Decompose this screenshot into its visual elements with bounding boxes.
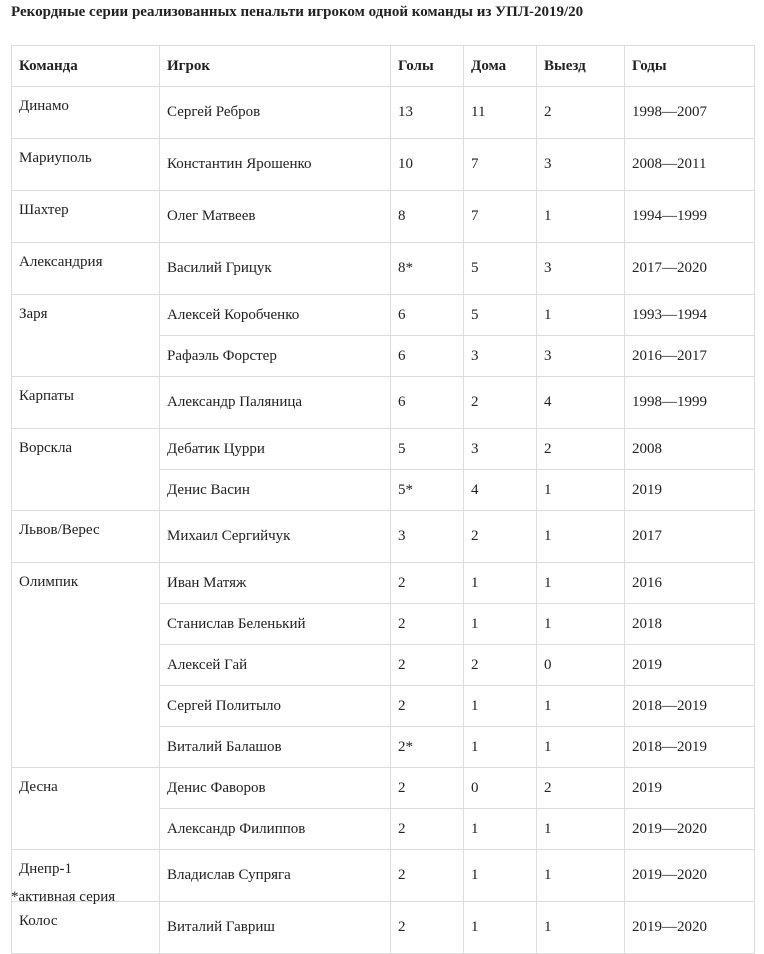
table-row [12, 243, 755, 295]
goals-cell: 6 [391, 336, 464, 377]
table-row [12, 139, 755, 191]
team-cell: Колос [12, 902, 160, 954]
away-goals-cell: 1 [537, 295, 625, 336]
away-goals-cell: 1 [537, 604, 625, 645]
player-cell: Денис Фаворов [160, 768, 391, 809]
player-cell: Олег Матвеев [160, 191, 391, 243]
records-table [11, 45, 755, 954]
player-cell: Алексей Коробченко [160, 295, 391, 336]
years-cell: 2019—2020 [625, 850, 755, 902]
player-cell: Владислав Супряга [160, 850, 391, 902]
away-goals-cell: 2 [537, 768, 625, 809]
goals-cell: 3 [391, 511, 464, 563]
home-goals-cell: 3 [464, 429, 537, 470]
home-goals-cell: 2 [464, 377, 537, 429]
table-row [12, 429, 755, 470]
goals-cell: 2 [391, 809, 464, 850]
player-cell: Сергей Ребров [160, 87, 391, 139]
team-cell: Олимпик [12, 563, 160, 768]
table-header-row [12, 46, 755, 87]
goals-cell: 10 [391, 139, 464, 191]
away-goals-cell: 1 [537, 511, 625, 563]
home-goals-cell: 1 [464, 686, 537, 727]
home-goals-cell: 1 [464, 850, 537, 902]
player-cell: Виталий Гавриш [160, 902, 391, 954]
years-cell: 1998—2007 [625, 87, 755, 139]
away-goals-cell: 1 [537, 686, 625, 727]
team-cell: Динамо [12, 87, 160, 139]
player-cell: Виталий Балашов [160, 727, 391, 768]
header-player: Игрок [160, 46, 391, 87]
years-cell: 2016 [625, 563, 755, 604]
player-cell: Рафаэль Форстер [160, 336, 391, 377]
away-goals-cell: 0 [537, 645, 625, 686]
home-goals-cell: 1 [464, 563, 537, 604]
goals-cell: 6 [391, 377, 464, 429]
home-goals-cell: 7 [464, 139, 537, 191]
goals-cell: 2 [391, 902, 464, 954]
years-cell: 2019 [625, 645, 755, 686]
table-body [12, 87, 755, 954]
player-cell: Денис Васин [160, 470, 391, 511]
away-goals-cell: 1 [537, 809, 625, 850]
player-cell: Александр Паляница [160, 377, 391, 429]
table-row [12, 511, 755, 563]
away-goals-cell: 1 [537, 727, 625, 768]
goals-cell: 8* [391, 243, 464, 295]
away-goals-cell: 3 [537, 243, 625, 295]
away-goals-cell: 1 [537, 850, 625, 902]
goals-cell: 2 [391, 645, 464, 686]
years-cell: 2018—2019 [625, 686, 755, 727]
home-goals-cell: 2 [464, 645, 537, 686]
years-cell: 2018—2019 [625, 727, 755, 768]
away-goals-cell: 2 [537, 87, 625, 139]
away-goals-cell: 3 [537, 139, 625, 191]
goals-cell: 5* [391, 470, 464, 511]
away-goals-cell: 1 [537, 470, 625, 511]
player-cell: Станислав Беленький [160, 604, 391, 645]
header-away: Выезд [537, 46, 625, 87]
years-cell: 2016—2017 [625, 336, 755, 377]
away-goals-cell: 1 [537, 563, 625, 604]
table-row [12, 191, 755, 243]
years-cell: 2019 [625, 470, 755, 511]
home-goals-cell: 1 [464, 727, 537, 768]
team-cell: Десна [12, 768, 160, 850]
player-cell: Константин Ярошенко [160, 139, 391, 191]
header-home: Дома [464, 46, 537, 87]
table-row [12, 902, 755, 954]
away-goals-cell: 2 [537, 429, 625, 470]
home-goals-cell: 2 [464, 511, 537, 563]
team-cell: Заря [12, 295, 160, 377]
table-row [12, 87, 755, 139]
page-title: Рекордные серии реализованных пенальти игроком одной команды из УПЛ-2019/20 [11, 4, 584, 20]
team-cell: Шахтер [12, 191, 160, 243]
player-cell: Иван Матяж [160, 563, 391, 604]
away-goals-cell: 4 [537, 377, 625, 429]
home-goals-cell: 5 [464, 243, 537, 295]
goals-cell: 5 [391, 429, 464, 470]
home-goals-cell: 3 [464, 336, 537, 377]
goals-cell: 2 [391, 850, 464, 902]
team-cell: Карпаты [12, 377, 160, 429]
footnote: *активная серия [11, 889, 116, 905]
team-cell: Львов/Верес [12, 511, 160, 563]
goals-cell: 2* [391, 727, 464, 768]
home-goals-cell: 4 [464, 470, 537, 511]
header-team: Команда [12, 46, 160, 87]
team-cell: Мариуполь [12, 139, 160, 191]
goals-cell: 2 [391, 686, 464, 727]
table-row [12, 768, 755, 809]
home-goals-cell: 1 [464, 604, 537, 645]
years-cell: 2018 [625, 604, 755, 645]
years-cell: 2019 [625, 768, 755, 809]
home-goals-cell: 0 [464, 768, 537, 809]
away-goals-cell: 3 [537, 336, 625, 377]
years-cell: 2019—2020 [625, 902, 755, 954]
header-years: Годы [625, 46, 755, 87]
home-goals-cell: 11 [464, 87, 537, 139]
home-goals-cell: 1 [464, 809, 537, 850]
years-cell: 1994—1999 [625, 191, 755, 243]
player-cell: Василий Грицук [160, 243, 391, 295]
goals-cell: 8 [391, 191, 464, 243]
years-cell: 1993—1994 [625, 295, 755, 336]
away-goals-cell: 1 [537, 902, 625, 954]
team-cell: Ворскла [12, 429, 160, 511]
years-cell: 2017—2020 [625, 243, 755, 295]
goals-cell: 2 [391, 604, 464, 645]
table-row [12, 850, 755, 902]
team-cell: Днепр-1 [12, 850, 160, 902]
player-cell: Дебатик Цурри [160, 429, 391, 470]
team-cell: Александрия [12, 243, 160, 295]
table-row [12, 295, 755, 336]
goals-cell: 6 [391, 295, 464, 336]
player-cell: Михаил Сергийчук [160, 511, 391, 563]
header-goals: Голы [391, 46, 464, 87]
table-row [12, 563, 755, 604]
years-cell: 1998—1999 [625, 377, 755, 429]
player-cell: Сергей Политыло [160, 686, 391, 727]
years-cell: 2008 [625, 429, 755, 470]
home-goals-cell: 1 [464, 902, 537, 954]
goals-cell: 2 [391, 768, 464, 809]
years-cell: 2019—2020 [625, 809, 755, 850]
home-goals-cell: 5 [464, 295, 537, 336]
years-cell: 2017 [625, 511, 755, 563]
goals-cell: 13 [391, 87, 464, 139]
player-cell: Александр Филиппов [160, 809, 391, 850]
player-cell: Алексей Гай [160, 645, 391, 686]
table-row [12, 377, 755, 429]
home-goals-cell: 7 [464, 191, 537, 243]
years-cell: 2008—2011 [625, 139, 755, 191]
away-goals-cell: 1 [537, 191, 625, 243]
goals-cell: 2 [391, 563, 464, 604]
